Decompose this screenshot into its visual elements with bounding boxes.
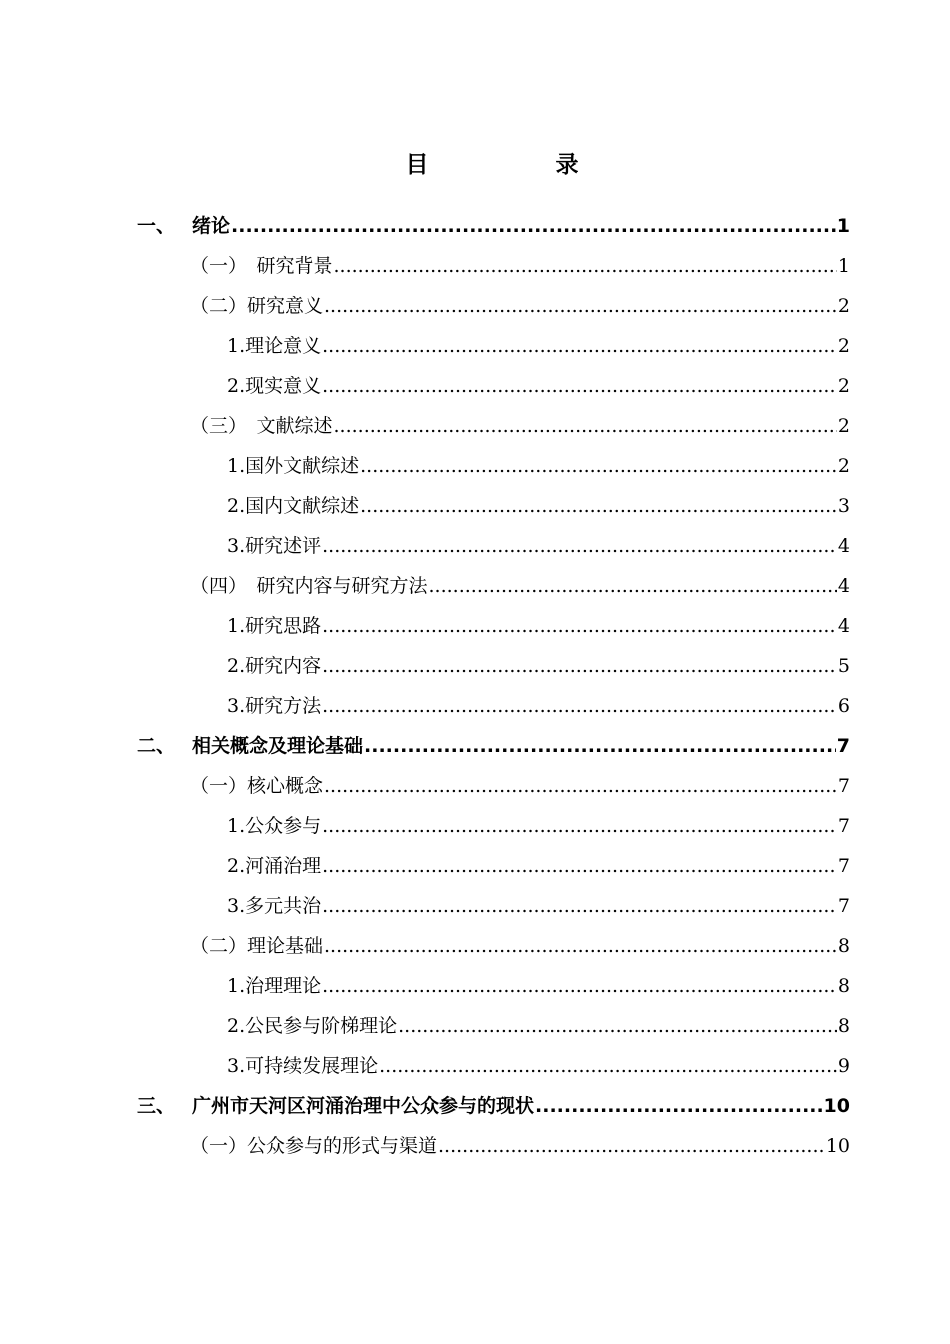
toc-entry-page: 10 (823, 1095, 850, 1117)
toc-entry-subsection[interactable] (227, 966, 850, 1006)
toc-entry-section[interactable] (190, 286, 850, 326)
toc-entry-text: 3.多元共治 (227, 895, 322, 917)
toc-leader-dots (364, 726, 836, 766)
toc-leader-dots (322, 526, 837, 566)
toc-leader-dots (322, 366, 837, 406)
toc-leader-dots (322, 806, 837, 846)
toc-entry-subsection[interactable] (227, 446, 850, 486)
toc-entry-text: 相关概念及理论基础 (192, 735, 364, 757)
toc-leader-dots (322, 326, 837, 366)
toc-leader-dots (322, 606, 837, 646)
toc-leader-dots (379, 1046, 837, 1086)
toc-entry-text: （三） 文献综述 (190, 415, 333, 437)
toc-entry-number: 一、 (137, 215, 176, 237)
toc-entry-page: 7 (836, 735, 850, 757)
toc-entry-subsection[interactable] (227, 806, 850, 846)
toc-entry-page: 5 (837, 655, 850, 677)
toc-entry-subsection[interactable] (227, 686, 850, 726)
toc-entry-page: 2 (837, 295, 850, 317)
toc-leader-dots (360, 446, 837, 486)
toc-leader-dots (324, 766, 837, 806)
toc-entry-text: （二）理论基础 (190, 935, 324, 957)
toc-entry-page: 2 (837, 375, 850, 397)
toc-entry-text: 2.公民参与阶梯理论 (227, 1015, 398, 1037)
toc-entry-chapter-3[interactable] (137, 1086, 850, 1126)
toc-entry-section[interactable] (190, 926, 850, 966)
toc-leader-dots (535, 1086, 823, 1126)
toc-leader-dots (360, 486, 837, 526)
toc-entry-subsection[interactable] (227, 886, 850, 926)
toc-entry-page: 10 (825, 1135, 850, 1157)
toc-entry-text: 3.研究方法 (227, 695, 322, 717)
toc-entry-page: 7 (837, 775, 850, 797)
toc-entry-subsection[interactable] (227, 846, 850, 886)
toc-entry-section[interactable] (190, 1126, 850, 1166)
toc-entry-page: 7 (837, 895, 850, 917)
toc-entry-page: 3 (837, 495, 850, 517)
toc-entry-text: 绪论 (192, 215, 231, 237)
toc-entry-page: 7 (837, 815, 850, 837)
toc-entry-subsection[interactable] (227, 606, 850, 646)
toc-entry-page: 8 (837, 935, 850, 957)
toc-entry-text: 1.研究思路 (227, 615, 322, 637)
toc-entry-text: 1.理论意义 (227, 335, 322, 357)
toc-entry-text: （一）核心概念 (190, 775, 324, 797)
toc-entry-page: 7 (837, 855, 850, 877)
toc-entry-section[interactable] (190, 566, 850, 606)
toc-entry-page: 9 (837, 1055, 850, 1077)
toc-leader-dots (324, 286, 837, 326)
toc-entry-subsection[interactable] (227, 1006, 850, 1046)
toc-leader-dots (398, 1006, 837, 1046)
toc-entry-subsection[interactable] (227, 326, 850, 366)
toc-leader-dots (322, 846, 837, 886)
toc-entry-chapter-1[interactable] (137, 206, 850, 246)
toc-entry-text: 3.可持续发展理论 (227, 1055, 379, 1077)
toc-entry-subsection[interactable] (227, 1046, 850, 1086)
toc-entry-text: 1.国外文献综述 (227, 455, 360, 477)
toc-entry-page: 2 (837, 335, 850, 357)
toc-leader-dots (322, 646, 837, 686)
toc-entry-text: （一）公众参与的形式与渠道 (190, 1135, 438, 1157)
toc-entry-text: （二）研究意义 (190, 295, 324, 317)
toc-entry-text: （四） 研究内容与研究方法 (190, 575, 428, 597)
toc-entry-number: 二、 (137, 735, 176, 757)
toc-entry-page: 1 (837, 255, 850, 277)
toc-leader-dots (322, 686, 837, 726)
toc-entry-page: 8 (837, 975, 850, 997)
toc-leader-dots (322, 886, 837, 926)
toc-entry-section[interactable] (190, 246, 850, 286)
toc-leader-dots (324, 926, 837, 966)
toc-entry-section[interactable] (190, 766, 850, 806)
toc-entry-text: 2.现实意义 (227, 375, 322, 397)
toc-entry-page: 1 (836, 215, 850, 237)
toc-entry-subsection[interactable] (227, 526, 850, 566)
toc-entry-text: 3.研究述评 (227, 535, 322, 557)
toc-entry-page: 4 (837, 615, 850, 637)
toc-leader-dots (334, 406, 837, 446)
toc-leader-dots (231, 206, 836, 246)
toc-entry-subsection[interactable] (227, 486, 850, 526)
toc-entry-text: 2.河涌治理 (227, 855, 322, 877)
toc-entry-page: 6 (837, 695, 850, 717)
toc-entry-text: 2.研究内容 (227, 655, 322, 677)
toc-leader-dots (438, 1126, 825, 1166)
toc-leader-dots (334, 246, 837, 286)
toc-entry-page: 8 (837, 1015, 850, 1037)
toc-entry-section[interactable] (190, 406, 850, 446)
toc-entry-text: 2.国内文献综述 (227, 495, 360, 517)
toc-entry-page: 4 (837, 535, 850, 557)
toc-entry-text: 广州市天河区河涌治理中公众参与的现状 (192, 1095, 535, 1117)
toc-entry-subsection[interactable] (227, 366, 850, 406)
toc-leader-dots (322, 966, 837, 1006)
toc-entry-page: 2 (837, 415, 850, 437)
toc-title: 目 录 (405, 152, 631, 178)
toc-entry-text: （一） 研究背景 (190, 255, 333, 277)
toc-entry-text: 1.公众参与 (227, 815, 322, 837)
toc-entry-subsection[interactable] (227, 646, 850, 686)
toc-entry-text: 1.治理理论 (227, 975, 322, 997)
toc-entry-chapter-2[interactable] (137, 726, 850, 766)
toc-entry-page: 2 (837, 455, 850, 477)
toc-entry-page: 4 (837, 575, 850, 597)
toc-leader-dots (429, 566, 837, 606)
toc-entry-number: 三、 (137, 1095, 176, 1117)
